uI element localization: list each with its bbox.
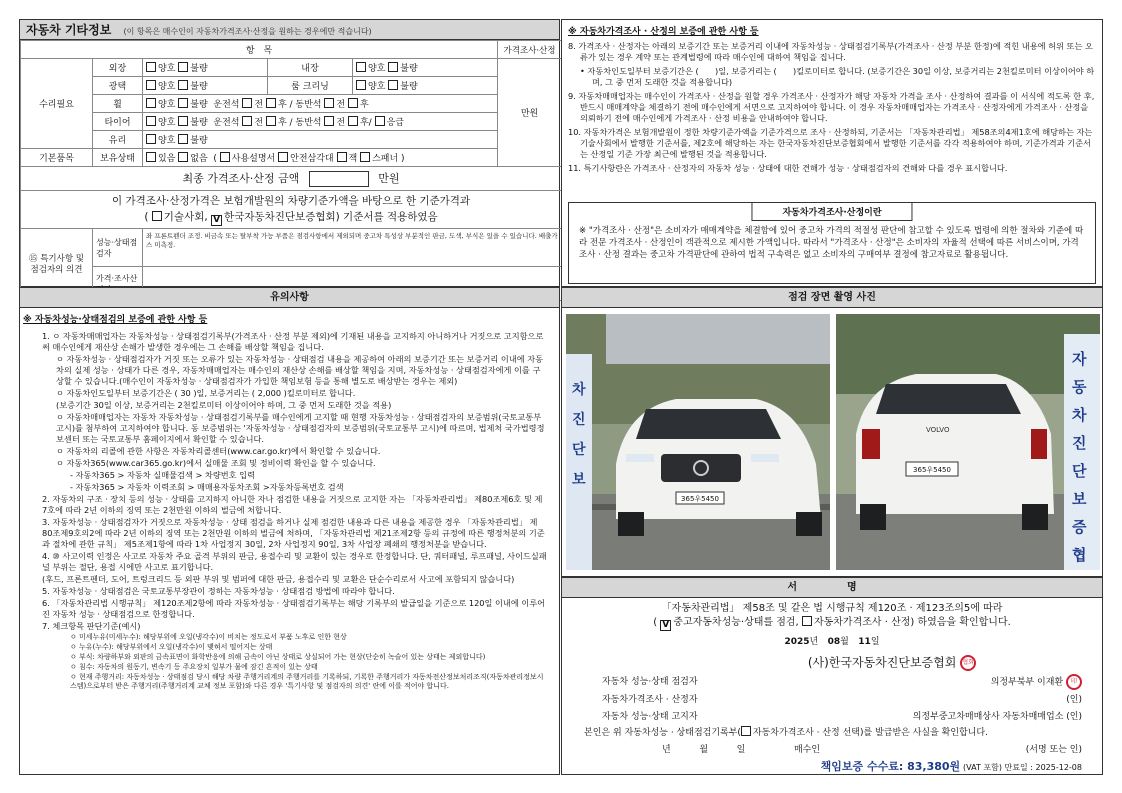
warranty-item: • 자동차인도일부터 보증기간은 ( )일, 보증거리는 ( )킬로미터로 합니다. (보증기간은 30일 이상, 보증거리는 2천킬로미터 이상이어야 하며, 그 중 먼저 도래한 것을 적용합니다) — [580, 66, 1095, 87]
row-room-cleaning: 룸 크리닝 — [268, 77, 353, 95]
warranty-item: 8. 가격조사 · 산정자는 아래의 보증기간 또는 보증거리 이내에 자동차성능 · 상태점검기록부(가격조사 · 산정 부분 한정)에 적힌 내용에 허위 또는 오류가 있는 경우 계약 또는 관계법령에 따라 매수인에 대하여 책임을 집니다. — [568, 41, 1093, 62]
notice-paragraph: ㅇ 자동차매매업자는 자동차 자동차성능 · 상태점검기록부를 매수인에게 고지할 때 현행 자동차성능 · 상태점검자의 보증범위(국토교통부 고시)를 첨부하여 고지하여야 합니다. 동 보증범위는 '자동차성능 · 상태점검자의 보증범위(국토교통부 고시)에 따르며, 법제처 국가법령정보센터 또는 국토교통부 홈페이지에서 확인할 수 있습니다. — [56, 412, 545, 444]
criteria-item: ㅇ 현재 주행거리: 자동차성능 · 상태점검 당시 해당 차량 주행거리계의 주행거리를 기록하되, 기록한 주행거리가 자동차전산정보처리조직(자동차관리정보시스템)으로부터 받은 주행거리(주행거리계 교체 정보 포함)와 다른 경우 '특기사항 및 점검자의 의견' 란에 이를 적어야 합니다. — [70, 673, 544, 690]
appraiser-label: 가격·조사산 — [93, 267, 143, 301]
front-car-photo — [566, 314, 830, 570]
front-plate-number: 365우5450 — [681, 495, 719, 503]
exterior-good-checkbox[interactable] — [146, 62, 156, 72]
appraisal-definition-text: ※ "가격조사 · 산정"은 소비자가 매매계약을 체결함에 있어 중고차 가격의 적절성 판단에 참고할 수 있도록 법령에 의한 절차와 기준에 따라 전문 가격조사 · 산정인이 객관적으로 제시한 가액입니다. 따라서 "가격조사 · 산정"은 소비자의 자율적 선택에 따른 서비스이며, 가격조사 · 산정 결과는 중고차 가격판단에 관하여 법적 구속력은 없고 소비자의 구매여부 결정에 참고자료로 활용됩니다. — [579, 226, 1084, 260]
svg-text:차: 차 — [1072, 406, 1087, 424]
appraisal-definition-box — [568, 202, 1096, 284]
section-subtitle: (이 항목은 매수인이 자동차가격조사·산정을 원하는 경우에만 적습니다) — [123, 27, 372, 36]
signer-row-appraiser: 자동차가격조사 · 산정자 (인) — [602, 695, 1082, 705]
svg-text:단: 단 — [1072, 462, 1087, 480]
issue-date: 2025년 08월 11일 — [784, 637, 880, 647]
svg-text:협: 협 — [1072, 546, 1087, 564]
gloss-good-checkbox[interactable] — [146, 80, 156, 90]
notice-paragraph: ㅇ 자동차성능 · 상태점검자가 거짓 또는 오류가 있는 자동차성능 · 상태점검 내용을 제공하여 아래의 보증기간 또는 보증거리 이내에 자동차의 실제 성능 · 상태가 다른 경우, 자동차매매업자는 매수인의 재산상 손해를 배상할 책임을 지며, 자동차성능 · 상태점검자에게 이를 구상할 수 있습니다.(매수인이 자동차성능 · 상태점검자가 가입한 책임보험 등을 통해 별도로 배상받는 경우는 제외) — [56, 354, 544, 386]
wheel-bad-checkbox[interactable] — [178, 98, 188, 108]
price-appraisal-checkbox[interactable] — [802, 616, 812, 626]
notice-paragraph: 6. 「자동차관리법 시행규칙」 제120조제2항에 따라 자동차성능 · 상태점검기록부는 해당 기록부의 발급일을 기준으로 120일 이내에 이루어진 자동차 성능 · 상태점검으로 한정합니다. — [42, 598, 546, 619]
notice-heading: ※ 자동차성능·상태점검의 보증에 관한 사항 등 — [23, 315, 208, 325]
tire-driver-rear-checkbox[interactable] — [266, 116, 276, 126]
manual-checkbox[interactable] — [220, 152, 230, 162]
room-options: 양호 불량 — [353, 77, 498, 95]
svg-text:동: 동 — [1072, 378, 1087, 396]
possession-have-checkbox[interactable] — [146, 152, 156, 162]
special-notes-label: ⑮ 특기사항 및 점검자의 의견 — [21, 229, 93, 301]
wheel-passenger-rear-checkbox[interactable] — [348, 98, 358, 108]
buyer-confirm-line: 본인은 위 자동차성능 · 상태점검기록부( 자동차가격조사 · 산정 선택)를 발급받은 사실을 확인합니다. — [584, 728, 988, 738]
notice-paragraph: 7. 체크항목 판단기준(예시) — [42, 621, 141, 631]
signer-row-dealer: 자동차 성능·상태 고지자 의정부중고차매매상사 자동차매매업소 (인) — [602, 712, 1082, 722]
warranty-list — [568, 41, 1096, 174]
inspection-photos-section — [561, 287, 1103, 577]
col-header-item: 항 목 — [21, 41, 498, 59]
notice-paragraph: (보증기간 30일 이상, 보증거리는 2천킬로미터 이상이어야 하며, 그 중 먼저 도래한 것을 적용) — [56, 400, 392, 410]
basis-engineer-checkbox[interactable] — [152, 211, 162, 221]
warranty-item: 9. 자동차매매업자는 매수인이 가격조사 · 산정을 원할 경우 가격조사 · 산정자가 해당 자동차 가격을 조사 · 산정하여 결과를 이 서식에 적도록 한 후, 반드시 매매계약을 체결하기 전에 매수인에게 서면으로 고지하여야 합니다. 이 경우 자동차매매업자는 가격조사 · 산정자에게 가격조사 · 산정을 의뢰하기 전에 매수인에게 가격조사 · 산정 비용을 안내하여야 합니다. — [568, 91, 1095, 123]
buyer-sign-row: 년 월 일 매수인 (서명 또는 인) — [662, 745, 1082, 755]
exterior-options: 양호 불량 — [143, 59, 268, 77]
issuing-org: (사)한국자동차진단보증협회 협회 — [562, 655, 1102, 671]
row-exterior: 외장 — [93, 59, 143, 77]
gloss-options: 양호 불량 — [143, 77, 268, 95]
price-basis-row: 이 가격조사·산정가격은 보험개발원의 차량기준가액을 바탕으로 한 기준가격과 ( 기술사회, V 한국자동차진단보증협회) 기준서를 적용하였음 — [21, 191, 562, 229]
exterior-bad-checkbox[interactable] — [178, 62, 188, 72]
svg-text:증: 증 — [1072, 518, 1087, 536]
notice-section — [19, 287, 560, 775]
interior-options: 양호 불량 — [353, 59, 498, 77]
tire-passenger-rear-checkbox[interactable] — [348, 116, 358, 126]
vehicle-other-info-section — [19, 19, 560, 287]
basic-items-label: 기본품목 — [21, 149, 93, 167]
notice-paragraph: - 자동차365 > 자동차 실매물검색 > 차량번호 입력 — [70, 470, 255, 480]
wheel-driver-rear-checkbox[interactable] — [266, 98, 276, 108]
criteria-item: ㅇ 침수: 자동차의 원동기, 변속기 등 주요장치 일부가 물에 잠긴 흔적이 있는 상태 — [70, 663, 318, 671]
svg-text:보: 보 — [572, 472, 586, 488]
price-unit-cell: 만원 — [498, 59, 562, 167]
row-tire: 타이어 — [93, 113, 143, 131]
col-header-price: 가격조사·산정 — [498, 41, 562, 59]
interior-bad-checkbox[interactable] — [388, 62, 398, 72]
signature-section — [561, 577, 1103, 775]
final-price-row: 최종 가격조사·산정 금액 만원 — [21, 167, 562, 191]
used-car-inspection-checkbox-checked[interactable]: V — [660, 620, 671, 631]
tire-options: 양호 불량 운전석 전 후 / 동반석 전 후/ 응급 — [143, 113, 498, 131]
warranty-item: 11. 특기사항란은 가격조사 · 산정자의 자동차 성능 · 상태에 대한 견해가 성능 · 상태점검자의 견해와 다를 경우 표시합니다. — [568, 163, 1008, 173]
org-seal-stamp: 협회 — [960, 655, 976, 671]
rear-plate-number: 365우5450 — [913, 466, 951, 474]
warranty-fee-row: 책임보증 수수료: 83,380원 (VAT 포함) 만료일 : 2025-12-08 — [820, 760, 1082, 773]
basis-kada-checkbox-checked[interactable]: V — [211, 215, 222, 226]
notice-paragraph: ㅇ 자동차의 리콜에 관한 사항은 자동차리콜센터(www.car.go.kr)에서 확인할 수 있습니다. — [56, 446, 381, 456]
criteria-item: ㅇ 미세누유(미세누수): 해당부위에 오일(냉각수)이 비치는 정도로서 부품 노후로 인한 현상 — [70, 633, 347, 641]
signature-title: 서 명 — [562, 578, 1102, 598]
possession-options: 있음 없음 ( 사용설명서 안전삼각대 잭 스패너 ) — [143, 149, 498, 167]
row-possession: 보유상태 — [93, 149, 143, 167]
glass-options: 양호 불량 — [143, 131, 498, 149]
buyer-appraisal-checkbox[interactable] — [741, 726, 751, 736]
wheel-options: 양호 불량 운전석 전 후 / 동반석 전 후 — [143, 95, 498, 113]
section-title-bar — [20, 20, 559, 40]
vehicle-info-table — [20, 40, 562, 301]
svg-text:단: 단 — [572, 442, 586, 458]
jack-checkbox[interactable] — [337, 152, 347, 162]
inspector-seal-stamp: 印 — [1066, 674, 1082, 690]
svg-text:자: 자 — [1072, 350, 1087, 368]
tire-passenger-front-checkbox[interactable] — [324, 116, 334, 126]
svg-text:차: 차 — [572, 382, 586, 398]
notice-paragraph: 4. ⑩ 사고이력 인정은 사고로 자동차 주요 골격 부위의 판금, 용접수리 및 교환이 있는 경우로 한정합니다. 단, 쿼터패널, 루프패널, 사이드실패널 부위는 절단, 용접 시에만 사고로 표기합니다. — [42, 551, 547, 572]
inspector-label: 성능·상태점검자 — [93, 229, 143, 267]
svg-text:보: 보 — [1072, 490, 1087, 508]
notice-paragraph: 3. 자동차성능 · 상태점검자가 거짓으로 자동차성능 · 상태 점검을 하거나 실제 점검한 내용과 다른 내용을 제공한 경우 「자동차관리법」 제80조제9호의2에 따라 2년 이하의 징역 또는 2천만원 이하의 벌금에 처하며, 「자동차관리법 제21조제2항 등의 규정에 따른 행정처분의 기준과 절차에 관한 규칙」 제5조제1항에 따라 1차 사업정지 30일, 2차 사업정지 90일, 3차 사업장 폐쇄의 행정처분을 받습니다. — [42, 517, 545, 549]
tire-good-checkbox[interactable] — [146, 116, 156, 126]
rear-badge: VOLVO — [926, 426, 950, 434]
notice-paragraph: - 자동차365 > 자동차 이력조회 > 매매용자동차조회 >자동차등록번호 검색 — [70, 482, 344, 492]
svg-text:진: 진 — [1072, 434, 1087, 452]
appraisal-definition-title: 자동차가격조사·산정이란 — [751, 202, 912, 221]
notice-paragraph: 2. 자동차의 구조 · 장치 등의 성능 · 상태를 고지하지 아니한 자나 점검한 내용을 거짓으로 고지한 자는 「자동차관리법」 제80조제6호 및 제7호에 따라 2년 이하의 징역 또는 2천만원 이하의 벌금에 처합니다. — [42, 494, 543, 515]
possession-none-checkbox[interactable] — [178, 152, 188, 162]
gloss-bad-checkbox[interactable] — [178, 80, 188, 90]
svg-text:진: 진 — [572, 412, 586, 428]
notice-paragraph: ㅇ 자동차인도일부터 보증기간은 ( 30 )일, 보증거리는 ( 2,000 )킬로미터로 합니다. — [56, 388, 356, 398]
spanner-checkbox[interactable] — [360, 152, 370, 162]
glass-bad-checkbox[interactable] — [178, 134, 188, 144]
room-good-checkbox[interactable] — [356, 80, 366, 90]
tire-emergency-checkbox[interactable] — [375, 116, 385, 126]
row-glass: 유리 — [93, 131, 143, 149]
rear-car-photo — [836, 314, 1100, 570]
section-title: 자동차 기타정보 — [26, 23, 112, 37]
wheel-good-checkbox[interactable] — [146, 98, 156, 108]
notice-paragraph: 5. 자동차성능 · 상태점검은 국토교통부장관이 정하는 자동차성능 · 상태점검 방법에 따라야 합니다. — [42, 586, 395, 596]
warranty-heading: ※ 자동차가격조사 · 산정의 보증에 관한 사항 등 — [568, 27, 759, 37]
room-bad-checkbox[interactable] — [388, 80, 398, 90]
final-price-input[interactable] — [309, 171, 369, 187]
row-wheel: 휠 — [93, 95, 143, 113]
criteria-item: ㅇ 부식: 차량하부와 외판의 금속표면이 화학반응에 의해 금속이 아닌 상태로 상실되어 가는 현상(단순히 녹슬어 있는 상태는 제외합니다) — [70, 653, 486, 661]
row-gloss: 광택 — [93, 77, 143, 95]
tire-bad-checkbox[interactable] — [178, 116, 188, 126]
notice-title: 유의사항 — [20, 288, 559, 308]
confirm-type-line: ( V 중고자동차성능·상태를 점검, 자동차가격조사 · 산정) 하였음을 확인합니다. — [653, 617, 1011, 630]
triangle-checkbox[interactable] — [278, 152, 288, 162]
photos-title: 점검 장면 촬영 사진 — [562, 288, 1102, 308]
notice-paragraph: 1. ㅇ 자동차매매업자는 자동차성능 · 상태점검기록부(가격조사 · 산정 부분 제외)에 기재된 내용을 고지하지 아니하거나 거짓으로 고지함으로써 매수인에게 재산상 손해가 발생한 경우에는 그 손해를 배상할 책임을 집니다. — [42, 331, 544, 352]
inspector-note: 좌 프론트펜더 조정. 비금속 또는 탈부착 가능 부품은 점검사항에서 제외되며 중고차 특성상 부분적인 판금, 도색, 부식은 있을 수 있습니다. 배출가스 미측정. — [143, 229, 562, 267]
warranty-item: 10. 자동차가격은 보험개발원이 정한 차량기준가액을 기준가격으로 조사 · 산정하되, 기준서는 「자동차관리법」 제58조의4제1호에 해당하는 자는 기술사회에서 발행한 기준서를, 제2호에 해당하는 자는 한국자동차진단보증협회에서 발행한 기준서를 각각 적용하여야 하며, 기준가격과 기준서는 산정일 기준 가장 최근에 발행된 것을 적용합니다. — [568, 127, 1093, 159]
wheel-passenger-front-checkbox[interactable] — [324, 98, 334, 108]
glass-good-checkbox[interactable] — [146, 134, 156, 144]
notice-paragraph: ㅇ 자동차365(www.car365.go.kr)에서 실매물 조회 및 정비이력 확인을 할 수 있습니다. — [56, 458, 376, 468]
notice-paragraph: (후드, 프론트펜더, 도어, 트렁크리드 등 외판 부위 및 범퍼에 대한 판금, 용접수리 및 교환은 단순수리로서 사고에 포함되지 않습니다) — [42, 574, 515, 584]
row-interior: 내장 — [268, 59, 353, 77]
repair-needed-label: 수리필요 — [21, 59, 93, 149]
law-reference-line: 「자동차관리법」 제58조 및 같은 법 시행규칙 제120조 · 제123조의5에 따라 — [661, 603, 1003, 614]
criteria-item: ㅇ 누유(누수): 해당부위에서 오일(냉각수)이 맺혀서 떨어지는 상태 — [70, 643, 273, 651]
interior-good-checkbox[interactable] — [356, 62, 366, 72]
price-appraisal-warranty-section — [561, 19, 1103, 287]
signer-row-inspector: 자동차 성능·상태 점검자 의정부북부 이재환 印 — [602, 674, 1082, 688]
wheel-driver-front-checkbox[interactable] — [242, 98, 252, 108]
notice-body — [20, 331, 559, 691]
warranty-fee: 책임보증 수수료: 83,380원 — [820, 760, 961, 773]
tire-driver-front-checkbox[interactable] — [242, 116, 252, 126]
